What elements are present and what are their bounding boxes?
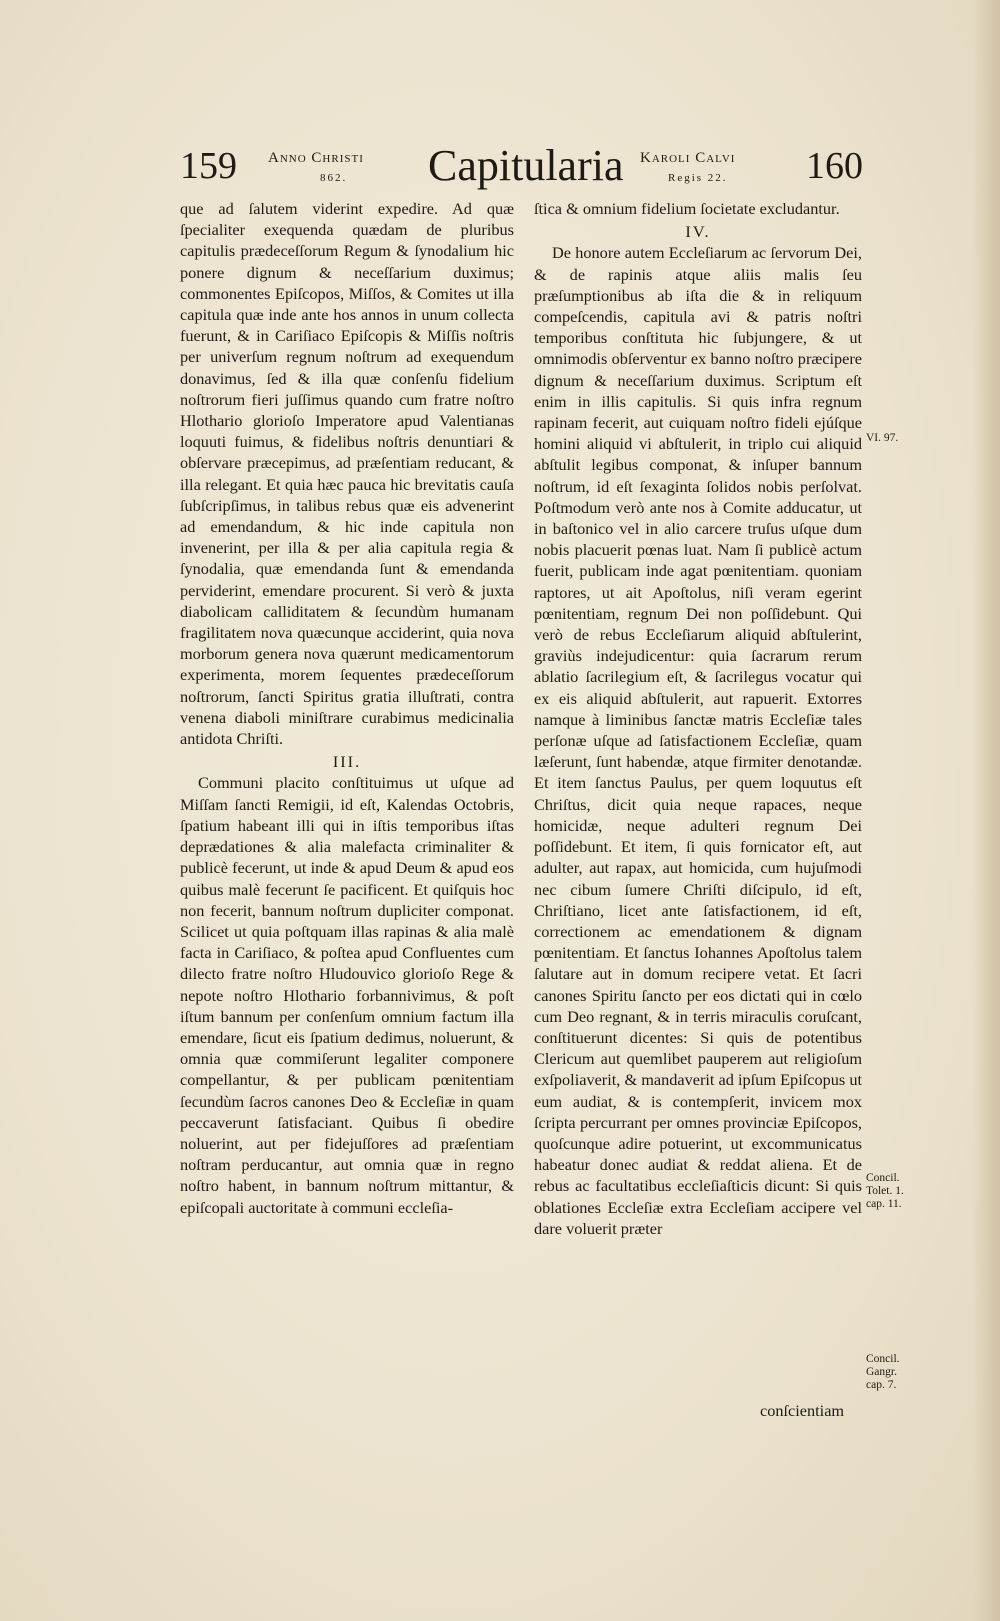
right-paragraph-1: De honore autem Eccleſiarum ac ſervorum Dei, & de rapinis atque aliis malis ſeu præſumptionibus ab iſta die & in reliquum compeſcendis, capitula avi & patris noſtri temporibus conſtituta hic ſubjungere, & ut omnimodis obſerventur ex banno noſtro præcipere dignum & neceſſarium duximus. Scriptum eſt enim in illis capitulis. Si quis infra regnum rapinam fecerit, aut cuiquam noſtro fideli ejúſque homini aliquid vi abſtulerit, in triplo cui aliquid abſtulit legibus componat, & inſuper bannum noſtrum, id eſt ſexaginta ſolidos nobis perſolvat. Poſtmodum verò ante nos à Comite adducatur, ut in baſtonico vel in alio carcere truſus uſque dum nobis placuerit pœnas luat. Nam ſi publicè actum fuerit, publicam inde agat pœnitentiam. quoniam raptores, ut ait Apoſtolus, niſi veram egerint pœnitentiam, regnum Dei non poſſidebunt. Qui verò de rebus Eccleſiarum aliquid abſtulerint, graviùs indejudicentur: quia ſacrarum rerum ablatio ſacrilegium eſt, & ſacrilegus vocatur qui ex eis aliquid abſtulerit, aut rapuerit. Extorres namque à liminibus ſanctæ matris Eccleſiæ tales perſonæ uſque ad ſatisfactionem Eccleſiæ, quam læſerunt, ſunt habendæ, atque firmiter denotandæ. Et item ſanctus Paulus, per quem loquutus eſt Chriſtus, dicit quia neque rapaces, neque homicidæ, neque adulteri regnum Dei poſſidebunt. Et item, ſi quis fornicator eſt, aut adulter, aut rapax, aut homicida, cum hujuſmodi nec cibum ſumere Chriſti diſcipulo, id eſt, Chriſtiano, licet ante ſatisfactionem, id eſt, correctionem ac emendationem & dignam pœnitentiam. Et ſanctus Iohannes Apoſtolus talem ſalutare aut in domum recipere vetat. Et ſacri canones Spiritu ſancto per eos dictati qui in cœlo cum Deo regnant, & in terris miraculis coruſcant, conſtituerunt dicentes: Si quis de potentibus Clericum aut quemlibet pauperem aut religioſum exſpoliaverit, & mandaverit ad ipſum Epiſcopus ut eum audiat, & is contempſerit, invicem mox ſcripta percurrant per omnes provinciæ Epiſcopos, quoſcunque adire potuerint, ut excommunicatus habeatur donec audiat & reddat aliena. Et de rebus ac facultatibus eccleſiaſticis dicunt: Si quis oblationes Eccleſiæ extra Eccleſiam accipere vel dare voluerit præter	[534, 243, 862, 1238]
page-edge-shadow	[972, 0, 1000, 1621]
page-number-left: 159	[180, 145, 237, 187]
margin-note-line: cap. 11.	[866, 1198, 902, 1210]
header-year-caption: Anno Christi	[268, 150, 364, 166]
margin-note-line: Tolet. 1.	[866, 1185, 904, 1197]
section-heading-iii: III.	[332, 752, 362, 772]
right-column	[534, 198, 862, 1239]
margin-note-line: Concil.	[866, 1353, 900, 1365]
header-king-caption: Karoli Calvi	[640, 150, 736, 166]
left-paragraph-1: que ad ſalutem viderint expedire. Ad quæ ſpecialiter exequenda quædam de pluribus capitulis prædeceſſorum Regum & ſynodalium hic ponere dignum & neceſſarium duximus; commonentes Epiſcopos, Miſſos, & Comites ut illa capitula quæ inde ante hos annos in unum collecta fuerunt, & in Cariſiaco Epiſcopis & Miſſis noſtris per univerſum regnum noſtrum ad exequendum donavimus, ſed & illa quæ conſenſu fidelium noſtrorum fieri juſſimus quando cum fratre noſtro Hlothario glorioſo Imperatore apud Valentianas loquuti fuimus, & fidelibus noſtris denuntiari & obſervare præcepimus, ad præſentiam reducant, & illa relegant. Et quia hæc pauca hic brevitatis cauſa ſubſcripſimus, in talibus rebus quæ eis advenerint ad emendandum, & hic inde capitula non invenerint, per illa & per alia capitula regia & ſynodalia, quæ emendanda ſunt & emendanda perviderint, emendare procurent. Si verò & juxta diabolicam calliditatem & ſecundùm humanam fragilitatem nova quæcunque acciderint, quia nova morborum genera nova quærunt medicamentorum experimenta, morem ſequentes prædeceſſorum noſtrorum, ſancti Spiritus gratia illuſtrati, contra venena diaboli miniſtrare curabimus medicinalia antidota Chriſti.	[180, 199, 514, 749]
margin-note-concil-tolet	[866, 1172, 904, 1211]
header-title: Capitularia	[428, 141, 624, 190]
right-paragraph-0: ſtica & omnium fidelium ſocietate excludantur.	[534, 199, 840, 218]
margin-note-line: Concil.	[866, 1172, 900, 1184]
margin-note-concil-gangr	[866, 1353, 900, 1392]
catchword: conſcientiam	[760, 1401, 845, 1420]
header-regnal-year: Regis 22.	[668, 172, 728, 184]
margin-note-line: Gangr.	[866, 1366, 897, 1378]
section-heading-iv: IV.	[685, 222, 711, 242]
running-header	[0, 140, 1000, 190]
margin-note-line: cap. 7.	[866, 1379, 897, 1391]
header-year: 862.	[320, 172, 348, 184]
margin-note-vi-97: VI. 97.	[866, 432, 899, 444]
page-number-right: 160	[806, 145, 863, 187]
left-column	[180, 198, 514, 1218]
left-paragraph-2: Communi placito conſtituimus ut uſque ad Miſſam ſancti Remigii, id eſt, Kalendas Octobris, ſpatium habeant illi qui in iſtis temporibus iſtas deprædationes & alia malefacta criminaliter & publicè fecerunt, ut inde & apud Deum & apud eos quibus malè fecerunt ſe pacificent. Et quiſquis hoc non fecerit, bannum noſtrum dupliciter componat. Scilicet ut quia poſtquam illas rapinas & alia malè facta in Cariſiaco, & poſtea apud Confluentes cum dilecto fratre noſtro Hludouvico glorioſo Rege & nepote noſtro Hlothario forbannivimus, & poſt iſtum bannum per conſenſum omnium factum illa emendare, ſicut eis ſpatium dedimus, noluerunt, & omnia quæ commiſerunt legaliter componere compellantur, & per publicam pœnitentiam ſecundùm ſacros canones Deo & Eccleſiæ in quam peccaverunt ſatisfaciant. Quibus ſi obedire noluerint, aut per fidejuſſores ad præſentiam noſtram perducantur, aut omnia quæ in regno noſtro habent, in bannum noſtrum mittantur, & epiſcopali auctoritate à communi eccleſia-	[180, 773, 514, 1217]
